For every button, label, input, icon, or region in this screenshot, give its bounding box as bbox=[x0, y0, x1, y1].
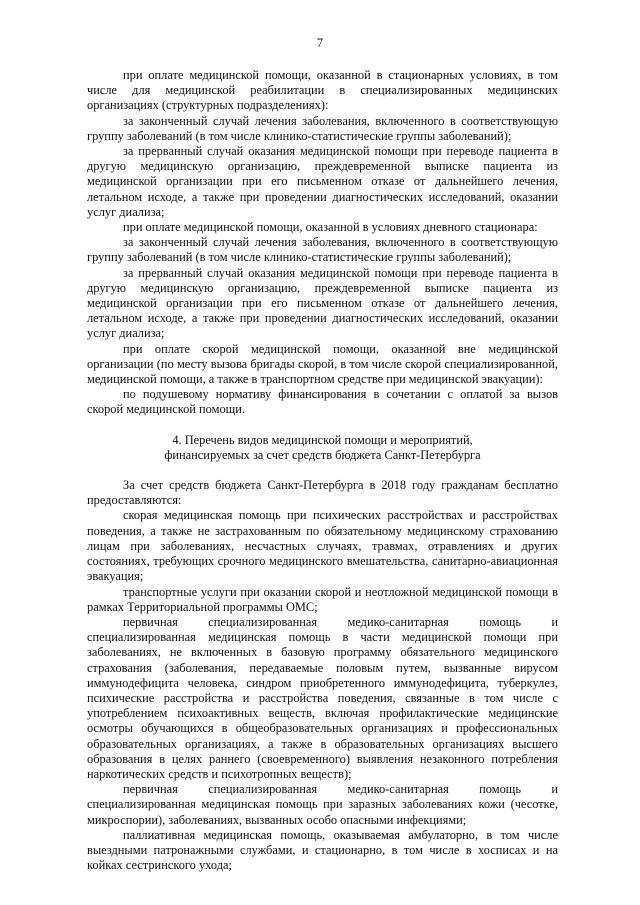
paragraph: скорая медицинская помощь при психических расстройствах и расстройствах поведения, а также не застрахованным по обязательному медицинскому страхованию лицам при заболеваниях, несчастных случаях, травмах, отравлениях и других состояниях, требующих срочного медицинского вмешательства, санитарно-авиационная эвакуация; bbox=[87, 508, 558, 584]
paragraph: За счет средств бюджета Санкт-Петербурга в 2018 году гражданам бесплатно предоставляются: bbox=[87, 478, 558, 508]
spacer bbox=[87, 463, 558, 478]
paragraph: при оплате медицинской помощи, оказанной в условиях дневного стационара: bbox=[123, 220, 538, 235]
paragraph: за законченный случай лечения заболевания, включенного в соответствующую группу заболеваний (в том числе клинико-статистические группы заболеваний); bbox=[87, 235, 558, 265]
paragraph: при оплате медицинской помощи, оказанной в стационарных условиях, в том числе для медицинской реабилитации в специализированных медицинских организациях (структурных подразделениях): bbox=[87, 68, 558, 113]
document-body bbox=[87, 68, 558, 873]
paragraph: первичная специализированная медико-санитарная помощь и специализированная медицинская помощь при заразных заболеваниях кожи (чесотке, микроспории), заболеваниях, вызванных особо опасными инфекциями; bbox=[87, 782, 558, 827]
paragraph: за законченный случай лечения заболевания, включенного в соответствующую группу заболеваний (в том числе клинико-статистические группы заболеваний); bbox=[87, 113, 558, 143]
paragraph: при оплате скорой медицинской помощи, оказанной вне медицинской организации (по месту вызова бригады скорой, в том числе скорой специализированной, медицинской помощи, а также в транспортном средстве при медицинской эвакуации): bbox=[87, 341, 558, 387]
paragraph: паллиативная медицинская помощь, оказываемая амбулаторно, в том числе выездными патронажными службами, и стационарно, в том числе в хосписах и на койках сестринского ухода; bbox=[87, 827, 558, 873]
paragraph: первичная специализированная медико-санитарная помощь и специализированная медицинская помощь в части медицинской помощи при заболеваниях, не включенных в базовую программу обязательного медицинского страхования (заболевания, передаваемые половым путем, вызванные вирусом иммунодефицита человека, синдром приобретенного иммунодефицита, туберкулез, психические расстройства и расстройства поведения, связанные в том числе с употреблением психоактивных веществ, включая профилактические медицинские осмотры обучающихся в общеобразовательных организациях и профессиональных образовательных организациях, а также в образовательных организациях высшего образования в целях раннего (своевременного) выявления незаконного потребления наркотических средств и психотропных веществ); bbox=[87, 614, 558, 781]
paragraph: за прерванный случай оказания медицинской помощи при переводе пациента в другую медицинскую организацию, преждевременной выписке пациента из медицинской организации при его письменном отказе от дальнейшего лечения, летальном исходе, а также при проведении диагностических исследований, оказании услуг диализа; bbox=[87, 265, 558, 341]
paragraph: по подушевому нормативу финансирования в сочетании с оплатой за вызов скорой медицинской помощи. bbox=[87, 387, 558, 417]
page-number: 7 bbox=[316, 36, 324, 50]
paragraph: за прерванный случай оказания медицинской помощи при переводе пациента в другую медицинскую организацию, преждевременной выписке пациента из медицинской организации при его письменном отказе от дальнейшего лечения, летальном исходе, а также при проведении диагностических исследований, оказании услуг диализа; bbox=[87, 144, 558, 219]
spacer bbox=[87, 418, 558, 433]
paragraph: транспортные услуги при оказании скорой и неотложной медицинской помощи в рамках Территориальной программы ОМС; bbox=[87, 584, 558, 614]
section-heading bbox=[87, 433, 558, 463]
section-heading-line: финансируемых за счет средств бюджета Санкт-Петербурга bbox=[164, 447, 481, 462]
section-heading-line: 4. Перечень видов медицинской помощи и мероприятий, bbox=[172, 432, 473, 447]
